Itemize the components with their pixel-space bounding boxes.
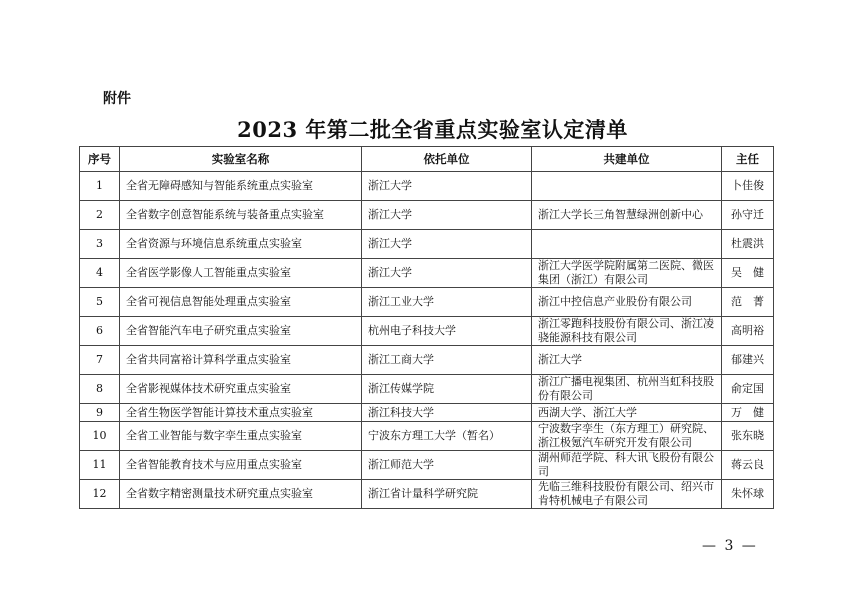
row-host: 浙江省计量科学研究院 xyxy=(362,480,532,509)
row-host: 宁波东方理工大学（暂名） xyxy=(362,422,532,451)
row-partner: 浙江大学长三角智慧绿洲创新中心 xyxy=(532,201,722,230)
row-host: 杭州电子科技大学 xyxy=(362,317,532,346)
row-host: 浙江工商大学 xyxy=(362,346,532,375)
row-index: 1 xyxy=(80,172,120,201)
header-partner: 共建单位 xyxy=(532,147,722,172)
attachment-label: 附件 xyxy=(103,91,131,107)
row-lab-name: 全省生物医学智能计算技术重点实验室 xyxy=(120,404,362,422)
row-partner: 宁波数字孪生（东方理工）研究院、浙江极氪汽车研究开发有限公司 xyxy=(532,422,722,451)
header-lab-name: 实验室名称 xyxy=(120,147,362,172)
row-host: 浙江大学 xyxy=(362,230,532,259)
table-row xyxy=(80,201,774,230)
table-row xyxy=(80,230,774,259)
header-director: 主任 xyxy=(722,147,774,172)
header-index: 序号 xyxy=(80,147,120,172)
table-row xyxy=(80,480,774,509)
row-index: 8 xyxy=(80,375,120,404)
document-title: 2023 年第二批全省重点实验室认定清单 xyxy=(237,117,628,142)
row-index: 6 xyxy=(80,317,120,346)
row-director: 俞定国 xyxy=(722,375,774,404)
table-row xyxy=(80,451,774,480)
row-lab-name: 全省可视信息智能处理重点实验室 xyxy=(120,288,362,317)
table-row xyxy=(80,375,774,404)
row-index: 2 xyxy=(80,201,120,230)
row-index: 11 xyxy=(80,451,120,480)
table-row xyxy=(80,172,774,201)
row-lab-name: 全省数字精密测量技术研究重点实验室 xyxy=(120,480,362,509)
lab-list-table xyxy=(79,146,774,509)
row-director: 张东晓 xyxy=(722,422,774,451)
row-host: 浙江传媒学院 xyxy=(362,375,532,404)
row-partner: 浙江大学医学院附属第二医院、微医集团（浙江）有限公司 xyxy=(532,259,722,288)
row-lab-name: 全省数字创意智能系统与装备重点实验室 xyxy=(120,201,362,230)
row-director: 高明裕 xyxy=(722,317,774,346)
row-lab-name: 全省医学影像人工智能重点实验室 xyxy=(120,259,362,288)
row-partner: 西湖大学、浙江大学 xyxy=(532,404,722,422)
row-lab-name: 全省影视媒体技术研究重点实验室 xyxy=(120,375,362,404)
row-director: 卜佳俊 xyxy=(722,172,774,201)
header-host: 依托单位 xyxy=(362,147,532,172)
row-index: 4 xyxy=(80,259,120,288)
row-lab-name: 全省共同富裕计算科学重点实验室 xyxy=(120,346,362,375)
row-director: 杜震洪 xyxy=(722,230,774,259)
row-index: 5 xyxy=(80,288,120,317)
row-index: 7 xyxy=(80,346,120,375)
row-partner: 浙江零跑科技股份有限公司、浙江凌骁能源科技有限公司 xyxy=(532,317,722,346)
table-header-row xyxy=(80,147,774,172)
row-lab-name: 全省智能汽车电子研究重点实验室 xyxy=(120,317,362,346)
table-row xyxy=(80,422,774,451)
row-director: 万 健 xyxy=(722,404,774,422)
row-index: 3 xyxy=(80,230,120,259)
row-partner: 浙江大学 xyxy=(532,346,722,375)
table-row xyxy=(80,404,774,422)
table-row xyxy=(80,346,774,375)
row-partner: 浙江广播电视集团、杭州当虹科技股份有限公司 xyxy=(532,375,722,404)
row-director: 蒋云良 xyxy=(722,451,774,480)
row-partner: 浙江中控信息产业股份有限公司 xyxy=(532,288,722,317)
row-index: 10 xyxy=(80,422,120,451)
row-partner xyxy=(532,172,722,201)
page-number: — 3 — xyxy=(702,538,758,554)
row-director: 孙守迁 xyxy=(722,201,774,230)
row-host: 浙江大学 xyxy=(362,259,532,288)
table-row xyxy=(80,288,774,317)
table-row xyxy=(80,317,774,346)
row-partner: 湖州师范学院、科大讯飞股份有限公司 xyxy=(532,451,722,480)
row-director: 朱怀球 xyxy=(722,480,774,509)
row-director: 郁建兴 xyxy=(722,346,774,375)
row-index: 9 xyxy=(80,404,120,422)
row-host: 浙江大学 xyxy=(362,201,532,230)
table-row xyxy=(80,259,774,288)
row-host: 浙江师范大学 xyxy=(362,451,532,480)
row-director: 吴 健 xyxy=(722,259,774,288)
row-partner: 先临三维科技股份有限公司、绍兴市肯特机械电子有限公司 xyxy=(532,480,722,509)
row-host: 浙江工业大学 xyxy=(362,288,532,317)
row-lab-name: 全省资源与环境信息系统重点实验室 xyxy=(120,230,362,259)
row-lab-name: 全省智能教育技术与应用重点实验室 xyxy=(120,451,362,480)
row-host: 浙江大学 xyxy=(362,172,532,201)
row-director: 范 菁 xyxy=(722,288,774,317)
row-lab-name: 全省工业智能与数字孪生重点实验室 xyxy=(120,422,362,451)
row-partner xyxy=(532,230,722,259)
row-lab-name: 全省无障碍感知与智能系统重点实验室 xyxy=(120,172,362,201)
row-host: 浙江科技大学 xyxy=(362,404,532,422)
row-index: 12 xyxy=(80,480,120,509)
